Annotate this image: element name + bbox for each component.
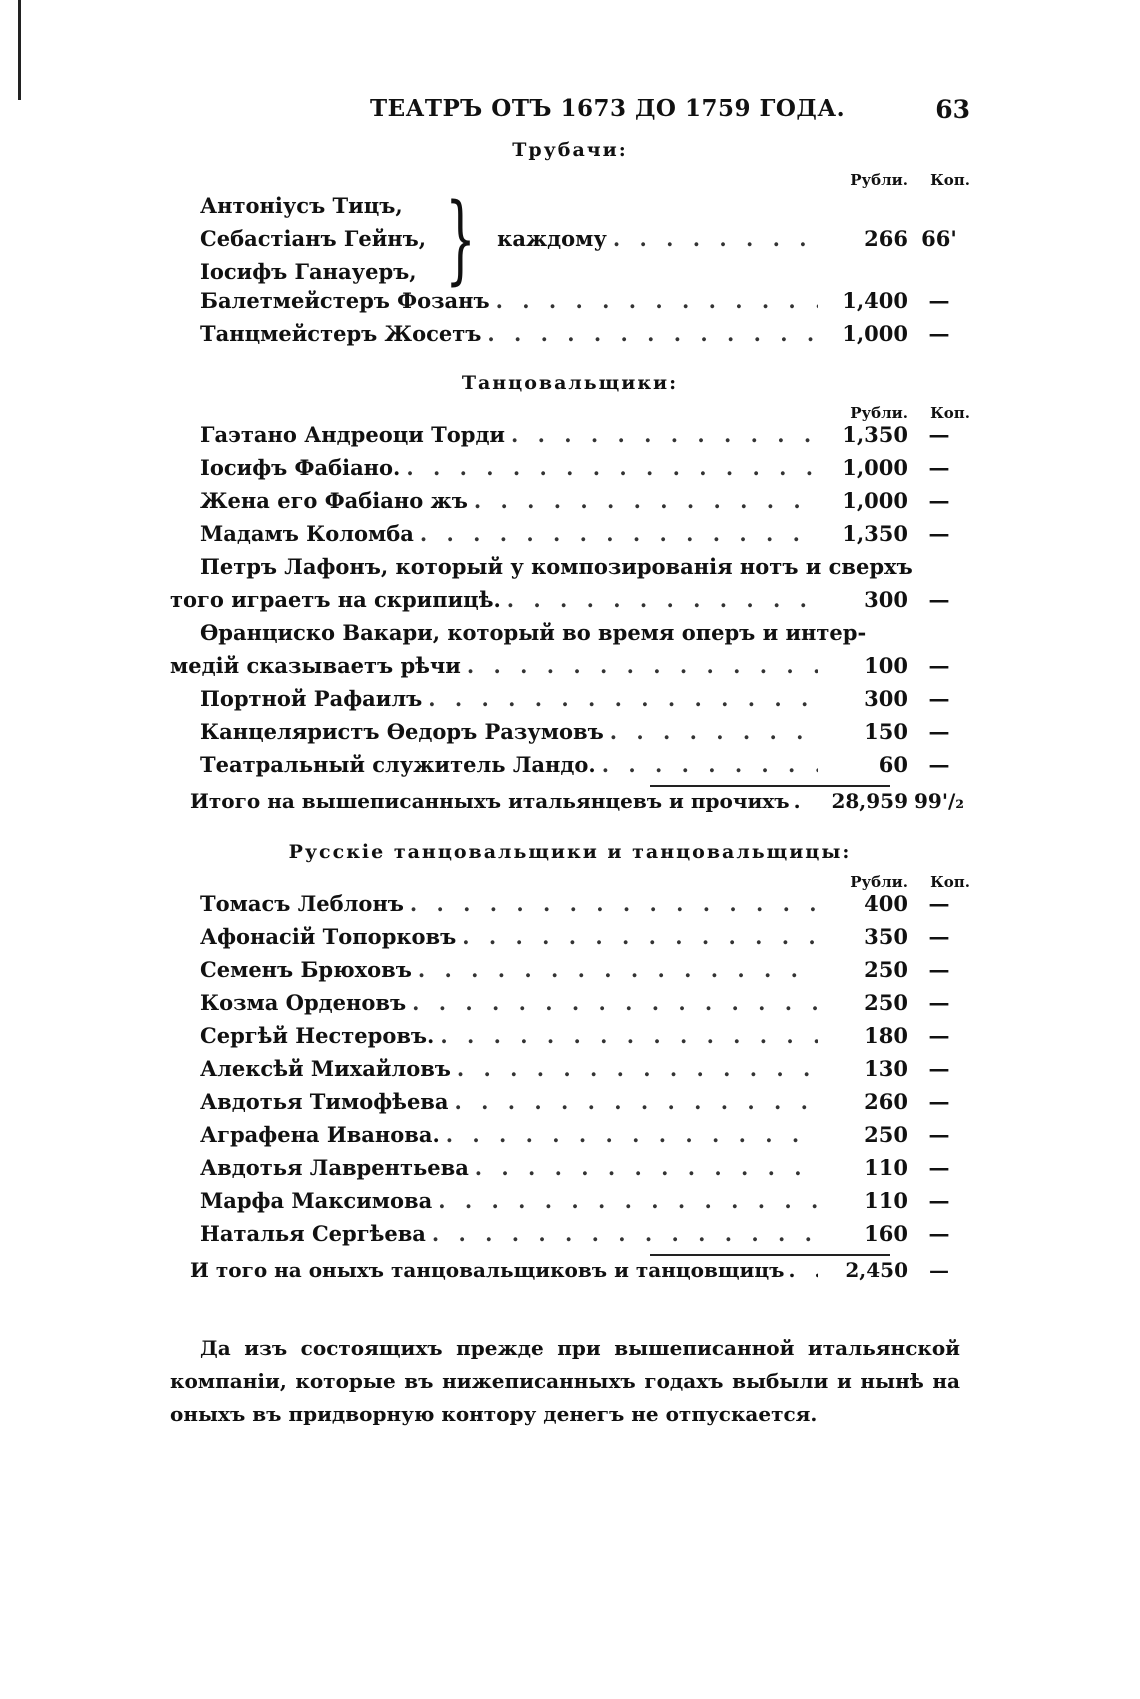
amount-rub: 250 [864,1122,908,1147]
table-row [170,1089,970,1122]
wrapped-entry-line: Петръ Лафонъ, который у композированія нотъ и сверхъ [200,554,913,579]
entry-name: Гаэтано Андреоци Торди [200,422,506,447]
sum-rule [650,785,890,787]
section-title-russian: Русскіе танцовальщики и танцовальщицы: [288,841,852,863]
leader-dots [501,587,818,612]
total-kop: 99'/₂ [913,789,965,813]
leader-dots [456,924,818,949]
col-header-kop: Коп. [930,171,970,189]
amount-kop: — [928,957,950,982]
leader-dots [790,789,818,813]
amount-kop: — [928,488,950,513]
trumpeter-group [170,182,970,295]
amount-rub: 60 [878,752,908,777]
leader-dots [784,1258,818,1282]
entry-name: Танцмейстеръ Жосетъ [200,321,482,346]
page-header [170,95,970,135]
running-title: ТЕАТРЪ ОТЪ 1673 ДО 1759 ГОДА. [370,95,846,122]
entry-name: медій сказываетъ рѣчи [170,653,461,678]
amount-rub: 1,000 [842,488,908,513]
amount-rub: 160 [864,1221,908,1246]
table-row [170,321,970,354]
amount-rub: 350 [864,924,908,949]
column-headers [170,396,970,422]
entry-name: Сергѣй Нестеровъ. [200,1023,435,1048]
table-row [170,719,970,752]
total-row [170,789,970,823]
entry-name: Жена его Фабіано жъ [200,488,468,513]
table-row [170,1056,970,1089]
column-headers [170,865,970,891]
amount-rub: 110 [864,1155,908,1180]
col-header-rub: Рубли. [850,873,908,891]
table-row [170,1122,970,1155]
amount-rub: 180 [864,1023,908,1048]
entry-name: Козма Орденовъ [200,990,407,1015]
amount-rub: 130 [864,1056,908,1081]
table-row [170,957,970,990]
amount-rub: 250 [864,957,908,982]
amount-kop: — [928,752,950,777]
amount-kop: — [928,1023,950,1048]
entry-name: Авдотья Лаврентьева [200,1155,469,1180]
book-page [170,95,970,1431]
trumpeter-names [170,189,426,288]
amount-kop: — [928,321,950,346]
total-row [170,1258,970,1292]
trumpeter-name: Антоніусъ Тицъ, [200,193,403,218]
leader-dots [449,1089,818,1114]
table-row [170,686,970,719]
entry-name: Семенъ Брюховъ [200,957,412,982]
amount-kop: — [928,1122,950,1147]
amount-kop: — [928,1155,950,1180]
amount-kop: — [928,1221,950,1246]
leader-dots [469,1155,818,1180]
amount-rub: 250 [864,990,908,1015]
leader-dots [400,455,818,480]
entry-name: того играетъ на скрипицѣ. [170,587,501,612]
entry-name: Авдотья Тимофѣева [200,1089,449,1114]
table-row [170,1221,970,1254]
entry-name: Балетмейстеръ Фозанъ [200,288,490,313]
col-header-rub: Рубли. [850,171,908,189]
entry-name: Афонасій Топорковъ [200,924,457,949]
entry-name: Марфа Максимова [200,1188,433,1213]
total-rub: 28,959 [831,789,908,813]
entry-name: Канцеляристъ Өедоръ Разумовъ [200,719,604,744]
leader-dots [505,422,818,447]
leader-dots [426,1221,818,1246]
table-row [170,891,970,924]
table-row [170,587,970,620]
leader-dots [468,488,818,513]
total-kop: — [929,1258,949,1282]
leader-dots [440,1122,818,1147]
amount-kop: — [928,1056,950,1081]
entry-name: Наталья Сергѣева [200,1221,426,1246]
leader-dots [604,719,818,744]
amount-rub: 300 [864,587,908,612]
amount-rub: 100 [864,653,908,678]
amount-kop: 66' [921,226,957,251]
amount-rub: 400 [864,891,908,916]
amount-rub: 1,000 [842,321,908,346]
amount-rub: 1,350 [842,422,908,447]
amount-rub: 266 [864,226,908,251]
leader-dots [422,686,818,711]
entry-name: Аграфена Иванова. [200,1122,440,1147]
col-header-kop: Коп. [930,404,970,422]
amount-rub: 260 [864,1089,908,1114]
entry-name: Театральный служитель Ландо. [200,752,596,777]
col-header-rub: Рубли. [850,404,908,422]
leader-dots [406,990,818,1015]
table-row [170,990,970,1023]
amount-rub: 300 [864,686,908,711]
amount-kop: — [928,587,950,612]
leader-dots [434,1023,818,1048]
leader-dots [490,288,818,313]
entry-name: Алексѣй Михайловъ [200,1056,451,1081]
entry-name: Томасъ Леблонъ [200,891,404,916]
amount-kop: — [928,891,950,916]
table-row [170,1188,970,1221]
amount-rub: 1,000 [842,455,908,480]
leader-dots [412,957,818,982]
wrapped-entry-line: Өранциско Вакари, который во время оперъ и интер- [200,620,867,645]
amount-rub: 1,350 [842,521,908,546]
sum-rule [650,1254,890,1256]
each-label: каждому [497,226,607,251]
leader-dots [451,1056,818,1081]
leader-dots [607,226,818,251]
amount-kop: — [928,1089,950,1114]
leader-dots [481,321,818,346]
table-row [170,488,970,521]
amount-kop: — [928,422,950,447]
entry-name: Портной Рафаилъ [200,686,423,711]
amount-rub: 1,400 [842,288,908,313]
table-row [170,422,970,455]
leader-dots [404,891,818,916]
amount-kop: — [928,455,950,480]
trumpeter-name: Себастіанъ Гейнъ, [200,226,427,251]
amount-rub: 150 [864,719,908,744]
table-row [170,521,970,554]
amount-kop: — [928,990,950,1015]
column-headers [170,163,970,189]
table-row [170,288,970,321]
page-number: 63 [935,95,970,124]
section-title-trumpeters: Трубачи: [512,139,628,161]
table-row [170,1023,970,1056]
brace-icon: } [445,182,476,295]
leader-dots [596,752,818,777]
amount-kop: — [928,1188,950,1213]
entry-name: Мадамъ Коломба [200,521,414,546]
leader-dots [461,653,818,678]
table-row [170,1155,970,1188]
amount-kop: — [928,521,950,546]
table-row [170,653,970,686]
leader-dots [432,1188,818,1213]
section-title-dancers: Танцовальщики: [461,372,679,394]
page-edge-rule [18,0,21,100]
total-rub: 2,450 [845,1258,908,1282]
total-label: Итого на вышеписанныхъ итальянцевъ и прочихъ [190,789,790,813]
amount-kop: — [928,924,950,949]
amount-kop: — [928,686,950,711]
table-row [170,455,970,488]
table-row [170,924,970,957]
total-label: И того на оныхъ танцовальщиковъ и танцовщицъ [190,1258,785,1282]
amount-kop: — [928,653,950,678]
closing-paragraph: Да изъ состоящихъ прежде при вышеписанной итальянской компаніи, которые въ нижеписанныхъ годахъ выбыли и нынѣ на оныхъ въ придворную контору денегъ не отпускается. [170,1336,960,1426]
amount-kop: — [928,288,950,313]
trumpeter-name: Іосифъ Ганауеръ, [200,259,417,284]
col-header-kop: Коп. [930,873,970,891]
entry-name: Іосифъ Фабіано. [200,455,401,480]
table-row [170,752,970,785]
leader-dots [414,521,818,546]
amount-kop: — [928,719,950,744]
amount-rub: 110 [864,1188,908,1213]
